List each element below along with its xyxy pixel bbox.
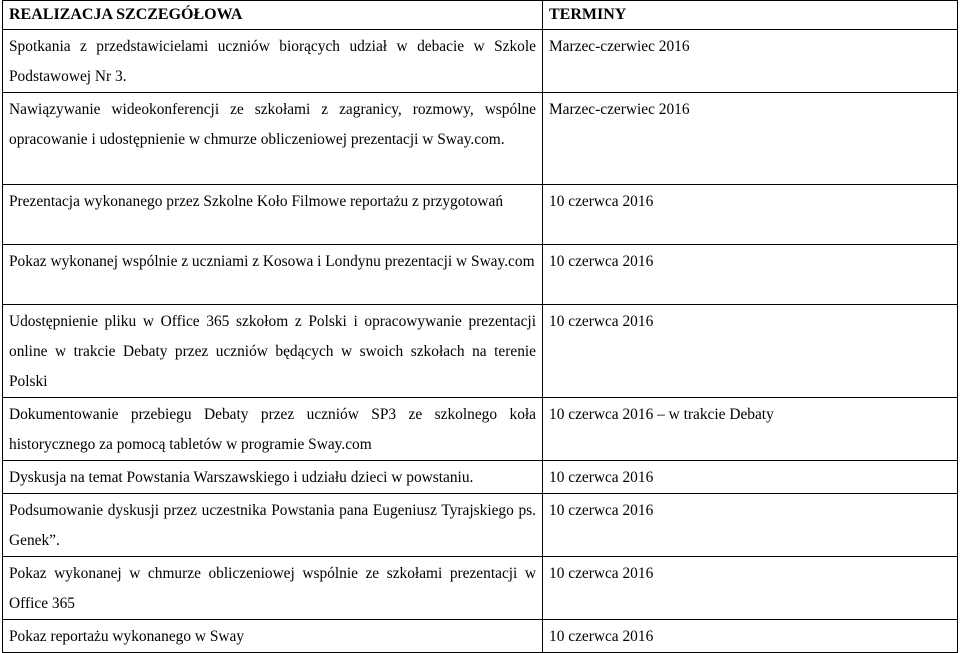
row-description: Nawiązywanie wideokonferencji ze szkołami z zagranicy, rozmowy, wspólne opracowanie i udostępnienie w chmurze obliczeniowej prezentacji w Sway.com. — [3, 93, 543, 185]
row-date: 10 czerwca 2016 — [543, 461, 958, 494]
header-row — [3, 1, 958, 30]
row-description: Spotkania z przedstawicielami uczniów biorących udział w debacie w Szkole Podstawowej Nr 3. — [3, 30, 543, 93]
row-date: 10 czerwca 2016 — [543, 185, 958, 245]
row-description: Dokumentowanie przebiegu Debaty przez uczniów SP3 ze szkolnego koła historycznego za pomocą tabletów w programie Sway.com — [3, 398, 543, 461]
row-date: Marzec-czerwiec 2016 — [543, 93, 958, 185]
row-date: 10 czerwca 2016 — [543, 557, 958, 620]
row-date: 10 czerwca 2016 – w trakcie Debaty — [543, 398, 958, 461]
header-dates: TERMINY — [543, 1, 958, 30]
row-description: Pokaz wykonanej w chmurze obliczeniowej wspólnie ze szkołami prezentacji w Office 365 — [3, 557, 543, 620]
table-row — [3, 398, 958, 461]
row-description: Pokaz reportażu wykonanego w Sway — [3, 620, 543, 653]
row-description: Podsumowanie dyskusji przez uczestnika Powstania pana Eugeniusz Tyrajskiego ps. Genek”. — [3, 494, 543, 557]
row-description: Prezentacja wykonanego przez Szkolne Koło Filmowe reportażu z przygotowań — [3, 185, 543, 245]
schedule-table — [2, 0, 958, 653]
table-row — [3, 557, 958, 620]
table-row — [3, 620, 958, 653]
row-date: 10 czerwca 2016 — [543, 620, 958, 653]
header-details: REALIZACJA SZCZEGÓŁOWA — [3, 1, 543, 30]
table-row — [3, 494, 958, 557]
table-row — [3, 93, 958, 185]
row-description: Udostępnienie pliku w Office 365 szkołom z Polski i opracowywanie prezentacji online w trakcie Debaty przez uczniów będących w swoich szkołach na terenie Polski — [3, 305, 543, 398]
table-row — [3, 461, 958, 494]
table-row — [3, 305, 958, 398]
table-row — [3, 245, 958, 305]
row-date: 10 czerwca 2016 — [543, 245, 958, 305]
row-date: 10 czerwca 2016 — [543, 494, 958, 557]
row-description: Pokaz wykonanej wspólnie z uczniami z Kosowa i Londynu prezentacji w Sway.com — [3, 245, 543, 305]
row-date: 10 czerwca 2016 — [543, 305, 958, 398]
table-row — [3, 185, 958, 245]
table-row — [3, 30, 958, 93]
row-date: Marzec-czerwiec 2016 — [543, 30, 958, 93]
row-description: Dyskusja na temat Powstania Warszawskiego i udziału dzieci w powstaniu. — [3, 461, 543, 494]
